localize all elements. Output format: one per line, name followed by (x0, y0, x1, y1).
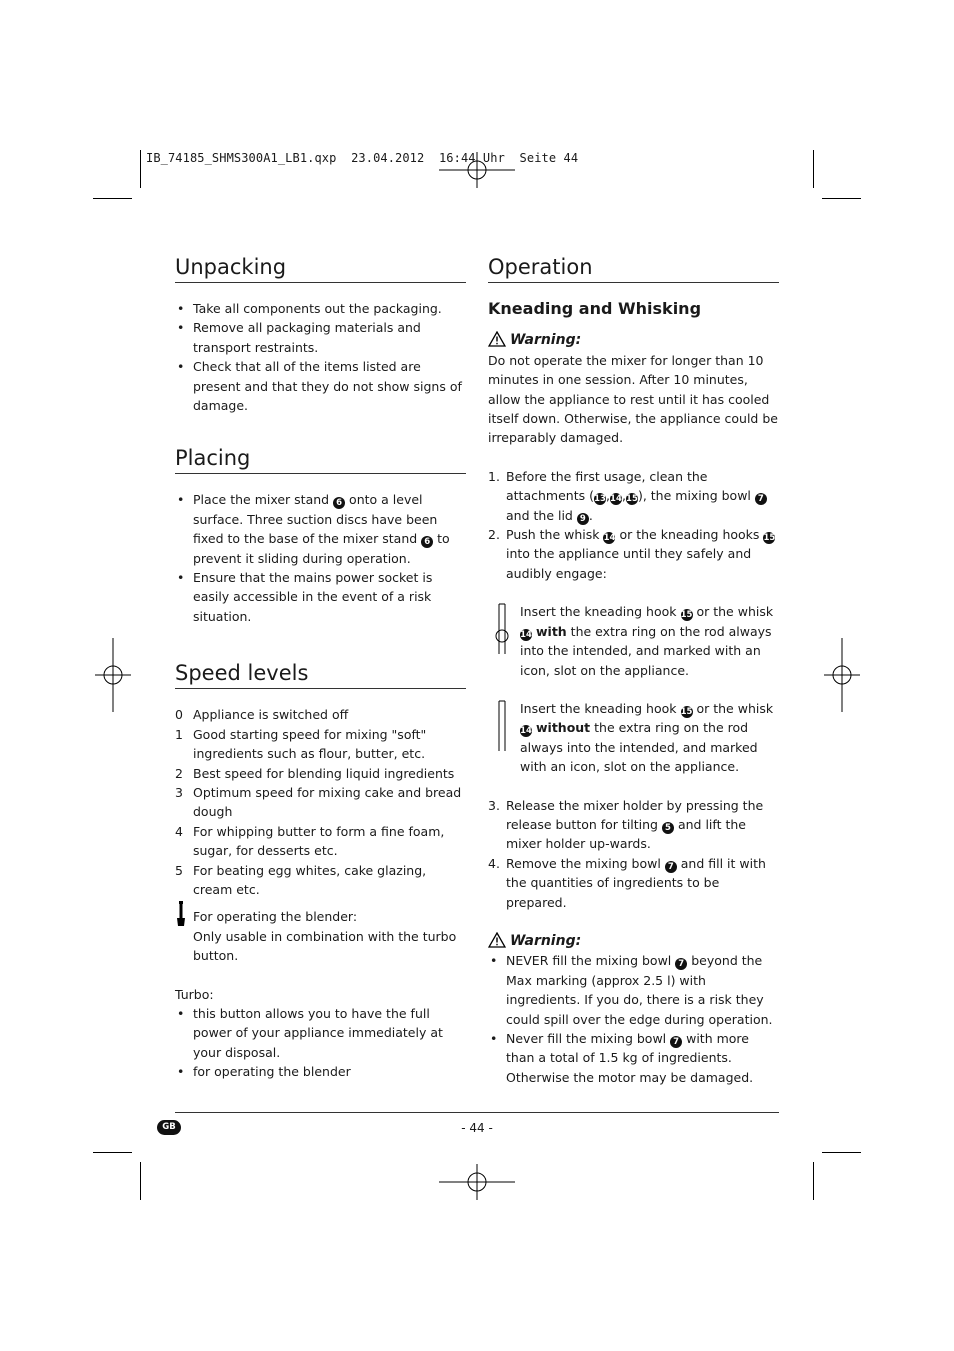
placing-list (175, 490, 466, 626)
crop-mark (822, 198, 861, 199)
section-title-speed-levels: Speed levels (175, 660, 466, 689)
level-text: For whipping butter to form a fine foam, sugar, for desserts etc. (193, 823, 445, 859)
step-item (488, 525, 779, 583)
list-item: • Ensure that the mains power socket is easily accessible in the event of a risk situation. (175, 568, 466, 626)
ref-number: 14 (610, 494, 622, 505)
level-text: Best speed for blending liquid ingredients (193, 765, 455, 781)
text-segment: onto a level surface. Three suction discs have been fixed to the base of the mixer stand (193, 492, 438, 547)
warning-label: Warning: (510, 932, 582, 949)
ref-number: 7 (675, 958, 687, 970)
speed-level-item (175, 764, 466, 783)
level-number: 0 (175, 707, 183, 723)
registration-mark-right (822, 636, 862, 714)
steps-list-continued (488, 796, 779, 912)
level-number: 4 (175, 823, 183, 839)
speed-level-item (175, 725, 466, 764)
ref-number: 15 (626, 494, 638, 505)
ref-number: 5 (662, 822, 674, 834)
text-segment: Insert the kneading hook (520, 700, 681, 716)
text-segment: and fill it with the quantities of ingredients to be prepared. (506, 855, 766, 910)
text-segment: Remove the mixing bowl (506, 855, 665, 871)
steps-list (488, 467, 779, 583)
list-item: • Take all components out the packaging. (175, 299, 466, 318)
level-number: 3 (175, 784, 183, 800)
note-without-ring (488, 699, 779, 777)
warning-label: Warning: (510, 332, 582, 349)
list-item: • Remove all packaging materials and transport restraints. (175, 318, 466, 357)
ref-number: 7 (755, 493, 767, 505)
text-segment: Insert the kneading hook (520, 604, 681, 620)
text-segment: . (588, 507, 593, 523)
warning-heading (488, 330, 779, 350)
section-title-placing: Placing (175, 445, 466, 474)
ref-number: 6 (333, 497, 345, 509)
ref-number: 7 (670, 1036, 682, 1048)
speed-level-item (175, 822, 466, 861)
step-number: 2. (488, 527, 500, 543)
speed-level-list (175, 705, 466, 899)
text-segment: , (621, 488, 626, 504)
registration-mark-bottom (437, 1162, 517, 1202)
text-segment: NEVER fill the mixing bowl (506, 953, 676, 969)
crop-mark (93, 1152, 132, 1153)
warning-list (488, 951, 779, 1087)
text-segment: the extra ring on the rod always into the intended, and marked with an icon, slot on the appliance. (520, 720, 758, 775)
speed-level-item (175, 861, 466, 900)
text-segment: the extra ring on the rod always into the intended, and marked with an icon, slot on the appliance. (520, 623, 772, 678)
subsection-title: Kneading and Whisking (488, 299, 702, 318)
text-segment: Never fill the mixing bowl (506, 1031, 671, 1046)
crop-mark (140, 150, 141, 188)
turbo-label: Turbo: (175, 986, 214, 1002)
section-title-operation: Operation (488, 254, 779, 283)
unpacking-list (175, 299, 466, 415)
warning-icon (488, 932, 506, 948)
blender-icon (176, 901, 186, 927)
step-item (488, 854, 779, 912)
text-segment: beyond the Max marking (approx 2.5 l) with ingredients. If you do, there is a risk they could spill over the edge during operation. (506, 953, 773, 1027)
country-badge: GB (157, 1120, 181, 1135)
level-number: 1 (175, 726, 183, 742)
ref-number: 14 (520, 726, 532, 737)
step-item (488, 796, 779, 854)
level-text: Optimum speed for mixing cake and bread dough (193, 784, 462, 820)
speed-level-item (175, 783, 466, 822)
section-title-unpacking: Unpacking (175, 254, 466, 283)
blender-line-2: Only usable in combination with the turbo button. (193, 928, 457, 964)
ref-number: 14 (603, 533, 616, 544)
turbo-list (175, 1004, 466, 1082)
crop-mark (822, 1152, 861, 1153)
text-segment: with more than a total of 1.5 kg of ingredients. Otherwise the motor may be damaged. (506, 1031, 754, 1085)
level-text: For beating egg whites, cake glazing, cream etc. (193, 862, 427, 897)
emphasis: without (535, 720, 591, 736)
blender-line-1: For operating the blender: (193, 909, 358, 925)
warning-text: Do not operate the mixer for longer than 10 minutes in one session. After 10 minutes, allow the appliance to rest until it has cooled itself down. Otherwise, the appliance could be irreparably damaged. (488, 352, 778, 446)
speed-level-item (175, 705, 466, 724)
list-item (175, 490, 466, 568)
text-segment: or the whisk (692, 604, 774, 620)
emphasis: with (535, 623, 567, 639)
attachment-without-ring-icon (494, 699, 510, 753)
text-segment: and the lid (506, 507, 577, 523)
step-number: 4. (488, 855, 500, 871)
crop-mark (140, 1162, 141, 1200)
footer-divider (175, 1112, 779, 1113)
warning-icon (488, 331, 506, 347)
text-segment: ), the mixing bowl (637, 488, 755, 504)
ref-number: 15 (763, 533, 776, 544)
step-item (488, 467, 779, 525)
list-item: • this button allows you to have the full power of your appliance immediately at your disposal. (175, 1004, 466, 1062)
list-item: • Check that all of the items listed are present and that they do not show signs of damage. (175, 357, 466, 415)
print-header: IB_74185_SHMS300A1_LB1.qxp 23.04.2012 16:44 Uhr Seite 44 (146, 151, 579, 165)
text-segment: and lift the mixer holder up-wards. (506, 816, 746, 852)
page-number: - 44 - (461, 1121, 493, 1135)
text-segment: to prevent it sliding during operation. (193, 531, 450, 566)
attachment-with-ring-icon (494, 602, 510, 656)
step-number: 1. (488, 468, 500, 484)
ref-number: 7 (665, 861, 677, 873)
text-segment: Before the first usage, clean the attachments ( (506, 468, 708, 504)
ref-number: 15 (680, 706, 693, 717)
level-number: 2 (175, 765, 183, 781)
crop-mark (93, 198, 132, 199)
blender-note (175, 907, 466, 965)
registration-mark-left (93, 636, 133, 714)
ref-number: 14 (520, 629, 532, 640)
note-with-ring (488, 602, 779, 680)
list-item (488, 1029, 779, 1087)
ref-number: 6 (421, 536, 433, 548)
crop-mark (813, 150, 814, 188)
text-segment: Push the whisk (506, 527, 604, 543)
level-text: Appliance is switched off (193, 707, 349, 723)
ref-number: 9 (577, 513, 589, 525)
crop-mark (813, 1162, 814, 1200)
ref-number: 15 (680, 610, 693, 621)
warning-heading (488, 931, 779, 951)
list-item (488, 951, 779, 1029)
level-text: Good starting speed for mixing "soft" ingredients such as flour, butter, etc. (193, 726, 427, 762)
right-column (488, 254, 779, 1087)
level-number: 5 (175, 862, 183, 878)
ref-number: 13 (594, 494, 606, 505)
left-column (175, 254, 466, 1082)
text-segment: , (605, 488, 610, 504)
text-segment: Release the mixer holder by pressing the release button for tilting (506, 797, 764, 832)
text-segment: into the appliance until they safely and audibly engage: (506, 546, 752, 581)
text-segment: or the whisk (692, 700, 774, 716)
text-segment: or the kneading hooks (615, 527, 764, 543)
text-segment: Place the mixer stand (193, 492, 334, 508)
list-item: • for operating the blender (175, 1062, 466, 1081)
step-number: 3. (488, 797, 500, 813)
